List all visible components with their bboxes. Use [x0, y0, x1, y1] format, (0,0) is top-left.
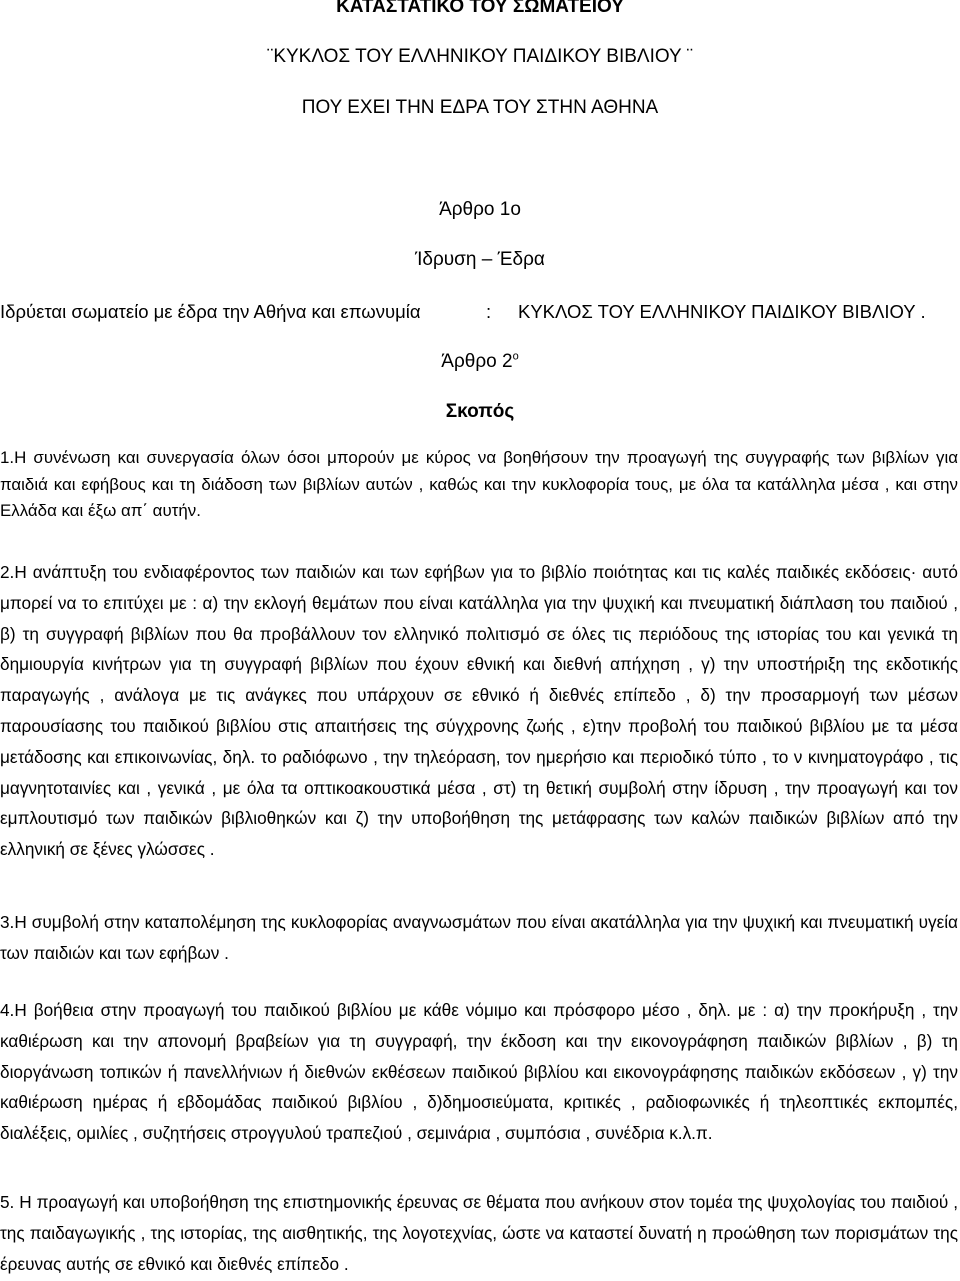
- founding-name: ΚΥΚΛΟΣ ΤΟΥ ΕΛΛΗΝΙΚΟΥ ΠΑΙΔΙΚΟΥ ΒΙΒΛΙΟΥ .: [518, 301, 926, 322]
- paragraph-1: 1.Η συνένωση και συνεργασία όλων όσοι μπορούν με κύρος να βοηθήσουν την προαγωγή της συγγραφής των βιβλίων για παιδιά και εφήβους και τη διάδοση των βιβλίων αυτών , καθώς και την κυκλοφορία τους, με όλα τα κατάλληλα μέσα , και στην Ελλάδα και έξω απ΄ αυτήν.: [0, 448, 958, 520]
- article2-subheading: Σκοπός: [445, 401, 515, 422]
- founding-label: Ιδρύεται σωματείο με έδρα την Αθήνα και επωνυμία: [0, 301, 421, 322]
- article2-heading-text: Άρθρο 2: [441, 351, 513, 372]
- article2-heading-sup: ο: [512, 350, 519, 363]
- paragraph-4: 4.Η βοήθεια στην προαγωγή του παιδικού βιβλίου με κάθε νόμιμο και πρόσφορο μέσο , δηλ. με : α) την προκήρυξη , την καθιέρωση και την απονομή βραβείων για τη συγγραφή, την έκδοση και την εικονογράφηση παιδικών βιβλίων , β) τη διοργάνωση τοπικών ή πανελλήνιων ή διεθνών εκθέσεων παιδικού βιβλίου και εικονογράφησης παιδικών εκδόσεων , γ) την καθιέρωση ημέρας ή εβδομάδας παιδικού βιβλίου , δ)δημοσιεύματα, κριτικές , ραδιοφωνικές ή τηλεοπτικές εκπομπές, διαλέξεις, ομιλίες , συζητήσεις στρογγυλού τραπεζιού , σεμινάρια , συμπόσια , συνέδρια κ.λ.π.: [0, 1000, 958, 1144]
- founding-colon: :: [486, 301, 492, 322]
- article2-heading: [0, 350, 960, 374]
- paragraph-5: 5. Η προαγωγή και υποβοήθηση της επιστημονικής έρευνας σε θέματα που ανήκουν στον τομέα της ψυχολογίας του παιδιού , της παιδαγωγικής , της ιστορίας, της αισθητικής, της λογοτεχνίας, ώστε να καταστεί δυνατή η πρoώθηση των πορισμάτων της έρευνας αυτής σε εθνικό και διεθνές επίπεδο .: [0, 1192, 958, 1274]
- paragraph-2: 2.Η ανάπτυξη του ενδιαφέροντος των παιδιών και των εφήβων για το βιβλίο ποιότητας και τις καλές παιδικές εκδόσεις· αυτό μπορεί να το επιτύχει με : α) την εκλογή θεμάτων που είναι κατάλληλα για την ψυχική και πνευματική διάπλαση του παιδιού , β) τη συγγραφή βιβλίων που θα προβάλλουν τον ελληνικό πολιτισμό σε όλες τις περιόδους της ιστορίας του και γενικά τη δημιουργία κινήτρων για τη συγγραφή βιβλίων που έχουν εθνική και διεθνή απήχηση , γ) την υποστήριξη της εκδοτικής παραγωγής , ανάλογα με τις ανάγκες που υπάρχουν σε εθνικό ή διεθνές επίπεδο , δ) την προσαρμογή των μέσων παρουσίασης του παιδικού βιβλίου στις απαιτήσεις της σύγχρονης ζωής , ε)την προβολή του παιδικού βιβλίου με τα μέσα μετάδοσης και επικοινωνίας, δηλ. το ραδιόφωνο , την τηλεόραση, τον ημερήσιο και περιοδικό τύπο , το ν κινηματογράφο , τις μαγνητοταινίες και , γενικά , με όλα τα οπτικοακουστικά μέσα , στ) τη θετική συμβολή στην ίδρυση , την προαγωγή και τον εμπλουτισμό των παιδικών βιβλιοθηκών και ζ) την υποβοήθηση της μετάφρασης των καλών παιδικών βιβλίων από την ελληνική σε ξένες γλώσσες .: [0, 562, 958, 860]
- paragraph-3: 3.Η συμβολή στην καταπολέμηση της κυκλοφορίας αναγνωσμάτων που είναι ακατάλληλα για την ψυχική και πνευματική υγεία των παιδιών και των εφήβων .: [0, 912, 958, 963]
- article1-subheading: Ίδρυση – Έδρα: [415, 249, 545, 270]
- seat-line: ΠΟΥ ΕΧΕΙ ΤΗΝ ΕΔΡΑ ΤΟΥ ΣΤΗΝ ΑΘΗΝΑ: [301, 97, 659, 118]
- article1-heading: Άρθρο 1ο: [439, 199, 521, 220]
- document-title: ΚΑΤΑΣΤΑΤΙΚΟ ΤΟΥ ΣΩΜΑΤΕΙΟΥ: [336, 0, 624, 17]
- association-name-line: ¨ΚΥΚΛΟΣ ΤΟΥ ΕΛΛΗΝΙΚΟΥ ΠΑΙΔΙΚΟΥ ΒΙΒΛΙΟΥ ¨: [267, 46, 693, 67]
